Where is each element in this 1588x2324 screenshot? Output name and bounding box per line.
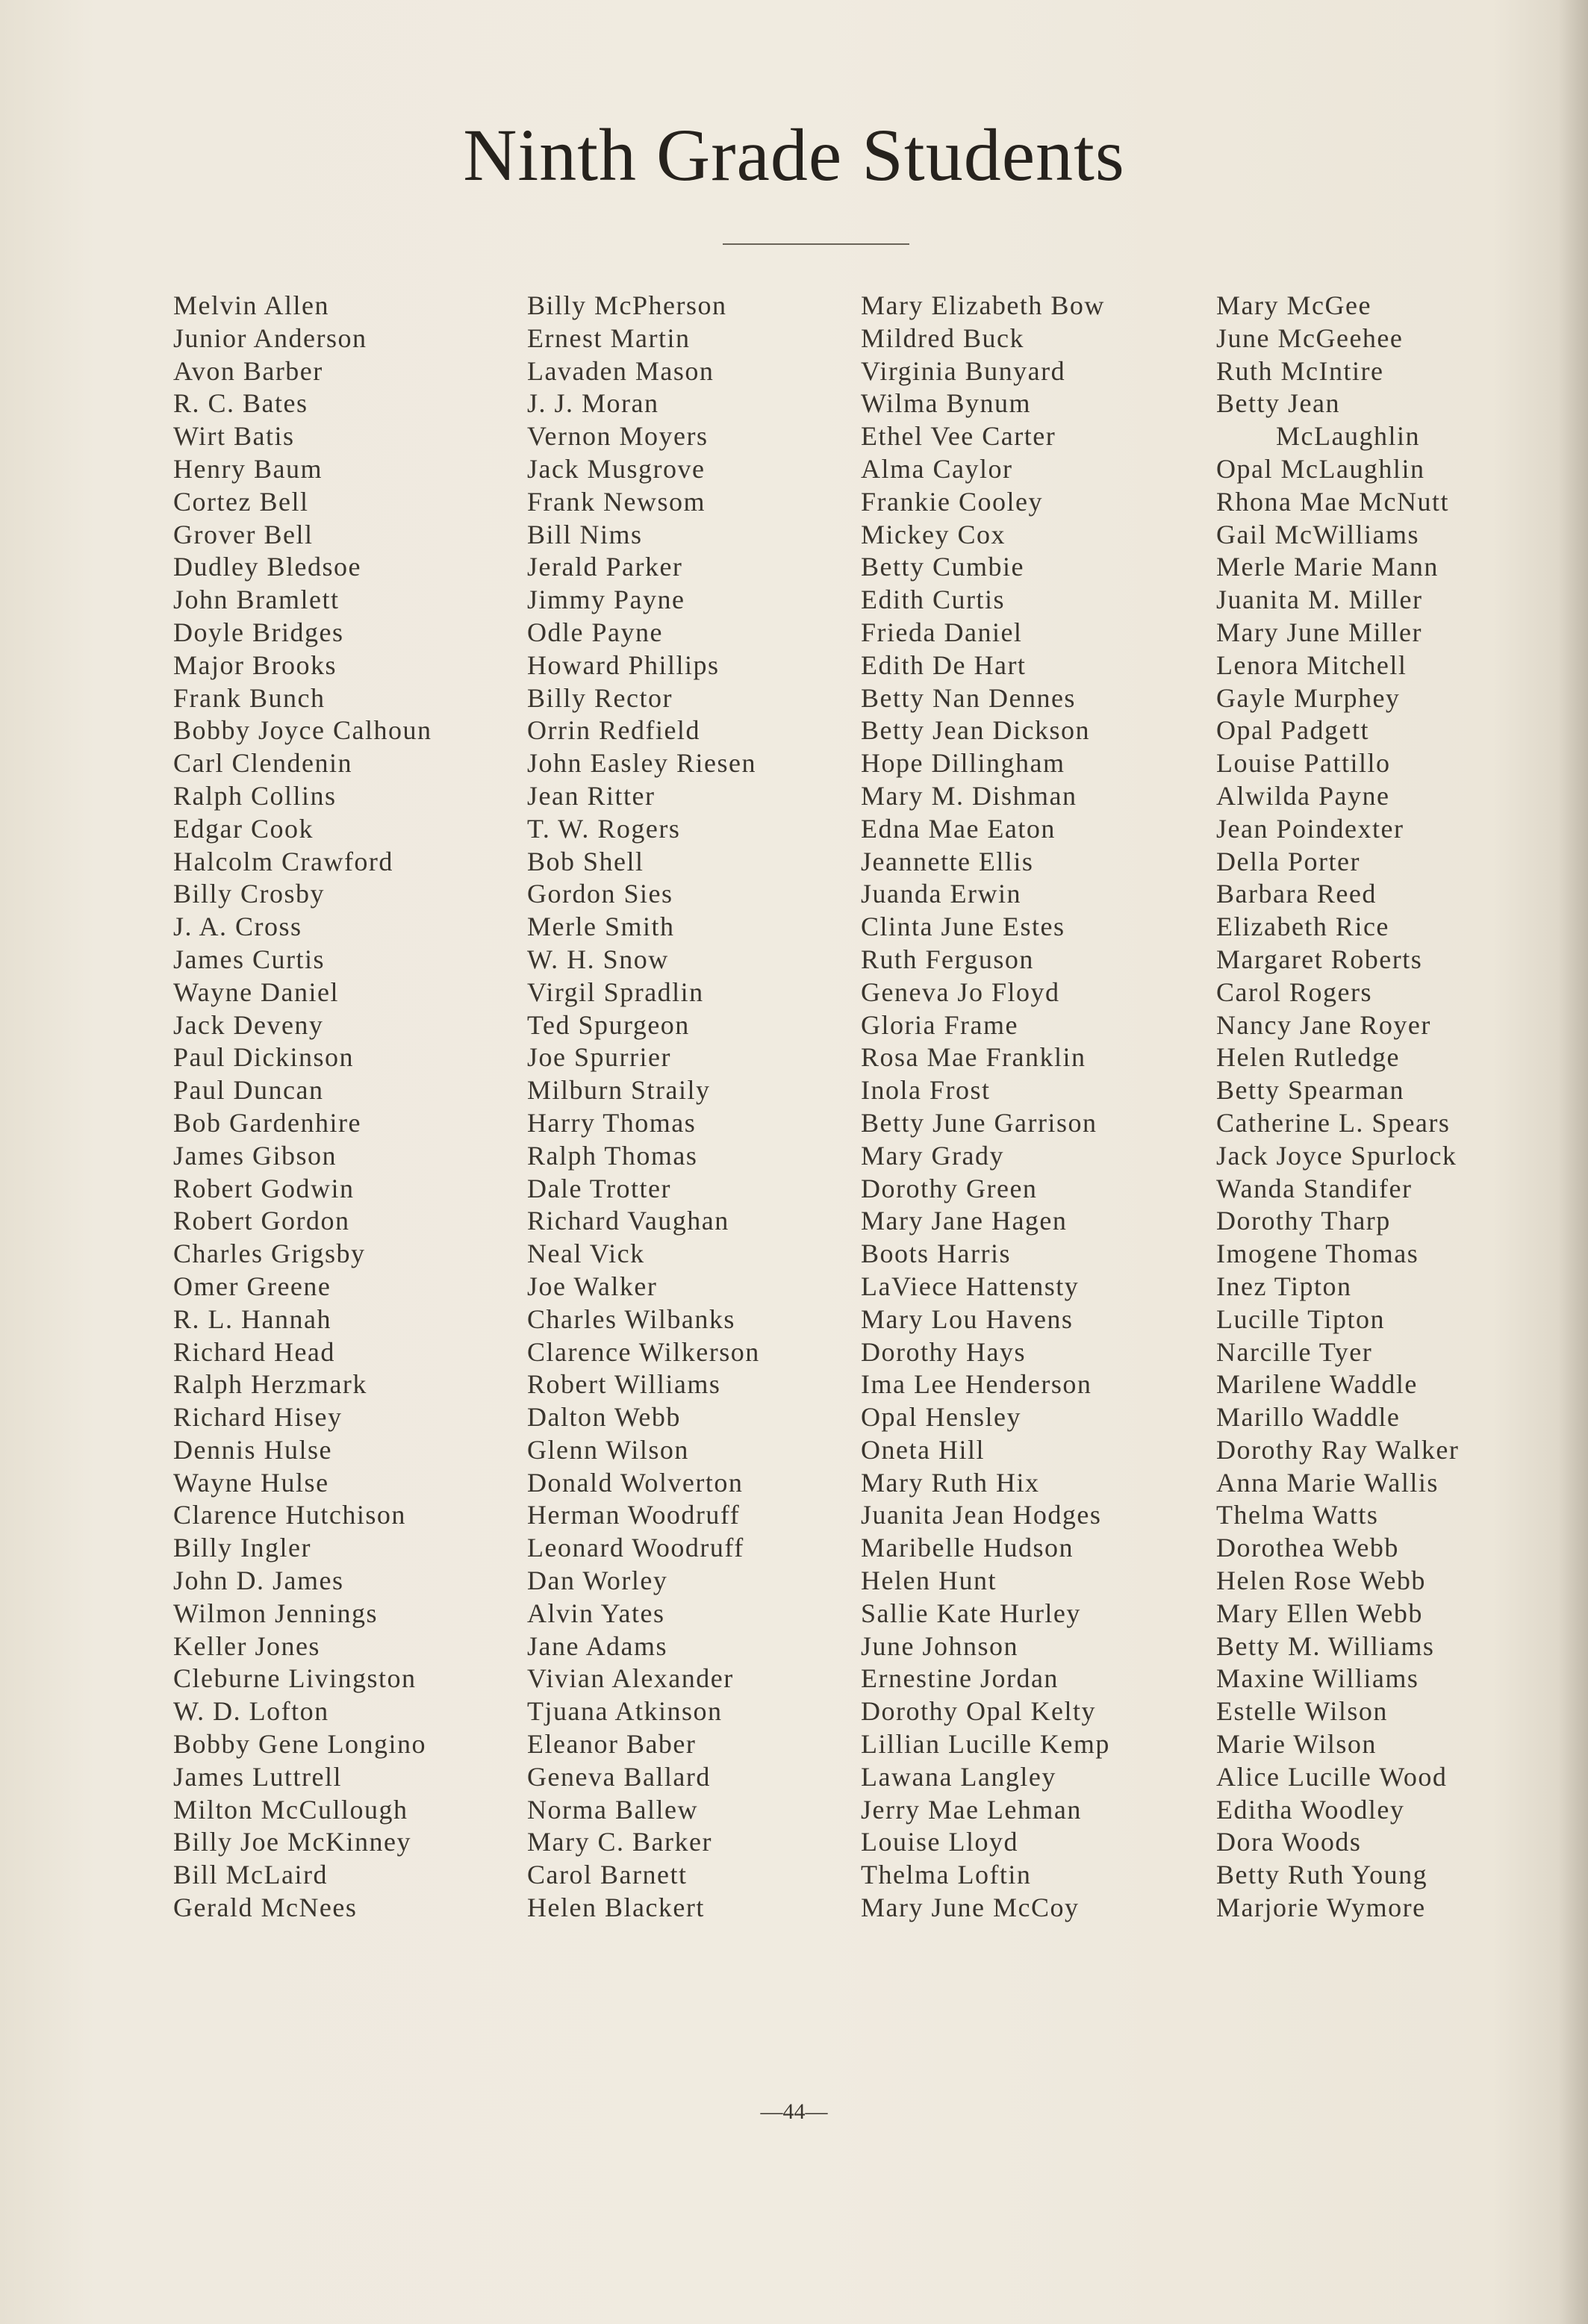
student-name: Donald Wolverton <box>527 1467 744 1498</box>
student-name: Richard Vaughan <box>527 1206 729 1236</box>
student-name: Billy Ingler <box>173 1533 311 1563</box>
student-name: Carl Clendenin <box>173 748 352 779</box>
student-name: Joe Walker <box>527 1271 658 1301</box>
student-name: Odle Payne <box>527 617 663 647</box>
student-name: Alwilda Payne <box>1216 780 1390 811</box>
student-name: Paul Duncan <box>173 1075 324 1106</box>
student-name: Mary Grady <box>861 1140 1004 1171</box>
student-name: Lawana Langley <box>861 1761 1056 1792</box>
student-name: Gordon Sies <box>527 879 673 909</box>
student-name: Mary C. Barker <box>527 1827 712 1857</box>
student-name: Lucille Tipton <box>1216 1303 1386 1334</box>
student-name: Della Porter <box>1216 846 1360 876</box>
student-name: Vernon Moyers <box>527 421 709 452</box>
student-name: Doyle Bridges <box>173 617 344 647</box>
student-name: Wayne Hulse <box>173 1467 329 1498</box>
student-name: Betty Spearman <box>1216 1075 1404 1106</box>
student-name: T. W. Rogers <box>527 813 681 844</box>
student-name: Carol Barnett <box>527 1860 688 1890</box>
student-name: Mickey Cox <box>861 519 1006 549</box>
student-name: Jean Ritter <box>527 780 656 811</box>
student-name: Helen Rutledge <box>1216 1042 1400 1073</box>
student-name: Howard Phillips <box>527 649 720 680</box>
student-name: Clarence Hutchison <box>173 1500 406 1530</box>
student-name: Dorothea Webb <box>1216 1533 1399 1563</box>
student-name: Nancy Jane Royer <box>1216 1009 1431 1040</box>
student-name: Rhona Mae McNutt <box>1216 486 1449 517</box>
student-name: Thelma Watts <box>1216 1500 1379 1530</box>
student-name: Opal McLaughlin <box>1216 453 1425 484</box>
student-name: LaViece Hattensty <box>861 1271 1080 1301</box>
student-name: Dan Worley <box>527 1566 668 1596</box>
student-name: Cortez Bell <box>173 486 309 517</box>
student-name: Alma Caylor <box>861 453 1013 484</box>
student-name: Mary June Miller <box>1216 617 1422 647</box>
student-name: Juanita Jean Hodges <box>861 1500 1102 1530</box>
student-name: John D. James <box>173 1566 344 1596</box>
student-name: Maxine Williams <box>1216 1663 1419 1694</box>
student-name: Gloria Frame <box>861 1009 1018 1040</box>
student-name: Wanda Standifer <box>1216 1173 1413 1203</box>
student-name: Edna Mae Eaton <box>861 813 1056 844</box>
student-name: Juanda Erwin <box>861 879 1021 909</box>
student-name: Mary M. Dishman <box>861 780 1077 811</box>
name-column-1 <box>173 290 524 1925</box>
student-name: Virginia Bunyard <box>861 355 1066 386</box>
student-name: Helen Rose Webb <box>1216 1566 1426 1596</box>
student-name: Dalton Webb <box>527 1402 681 1433</box>
student-name: Ruth McIntire <box>1216 355 1384 386</box>
student-name: Merle Marie Mann <box>1216 552 1439 582</box>
student-name: Leonard Woodruff <box>527 1533 744 1563</box>
student-name: Robert Godwin <box>173 1173 355 1203</box>
student-name: Helen Hunt <box>861 1566 997 1596</box>
student-name: Inez Tipton <box>1216 1271 1352 1301</box>
name-column-4 <box>1216 290 1567 1925</box>
student-name: Harry Thomas <box>527 1107 697 1138</box>
student-name: Orrin Redfield <box>527 715 700 746</box>
student-name: Opal Padgett <box>1216 715 1369 746</box>
student-name: Dennis Hulse <box>173 1434 332 1465</box>
student-name: Betty June Garrison <box>861 1107 1097 1138</box>
student-name: Frank Newsom <box>527 486 706 517</box>
student-name: Louise Pattillo <box>1216 748 1391 779</box>
student-name: Catherine L. Spears <box>1216 1107 1451 1138</box>
student-name: Herman Woodruff <box>527 1500 741 1530</box>
student-name: Norma Ballew <box>527 1794 698 1825</box>
student-name: Jane Adams <box>527 1630 667 1661</box>
student-name: Juanita M. Miller <box>1216 585 1423 615</box>
student-name: J. J. Moran <box>527 388 659 419</box>
student-name: Ima Lee Henderson <box>861 1369 1092 1400</box>
student-name: Richard Hisey <box>173 1402 343 1433</box>
student-name: Betty Jean Dickson <box>861 715 1090 746</box>
student-name: Bobby Gene Longino <box>173 1729 426 1760</box>
student-name: Wilmon Jennings <box>173 1598 379 1628</box>
student-name: Marjorie Wymore <box>1216 1892 1426 1923</box>
student-name: Edgar Cook <box>173 813 314 844</box>
student-name: Robert Gordon <box>173 1206 350 1236</box>
student-name: Dora Woods <box>1216 1827 1362 1857</box>
student-name: Bobby Joyce Calhoun <box>173 715 432 746</box>
student-name: Dorothy Tharp <box>1216 1206 1391 1236</box>
student-name: Alvin Yates <box>527 1598 665 1628</box>
student-name: McLaughlin <box>1276 421 1420 452</box>
student-name: Betty M. Williams <box>1216 1630 1435 1661</box>
student-name: Merle Smith <box>527 912 675 942</box>
student-name: Dorothy Hays <box>861 1336 1026 1367</box>
student-name: Jack Joyce Spurlock <box>1216 1140 1457 1171</box>
student-name: Dudley Bledsoe <box>173 552 361 582</box>
page-number: —44— <box>760 2099 828 2124</box>
student-name: Geneva Ballard <box>527 1761 711 1792</box>
page-title: Ninth Grade Students <box>463 113 1125 196</box>
student-name: Rosa Mae Franklin <box>861 1042 1086 1073</box>
student-name: Ethel Vee Carter <box>861 421 1056 452</box>
student-name: Frankie Cooley <box>861 486 1043 517</box>
student-name: Gayle Murphey <box>1216 682 1401 713</box>
student-name: Jerry Mae Lehman <box>861 1794 1082 1825</box>
student-name: Inola Frost <box>861 1075 991 1106</box>
name-column-2 <box>527 290 878 1925</box>
student-name: Mary Ellen Webb <box>1216 1598 1423 1628</box>
student-name: John Easley Riesen <box>527 748 756 779</box>
student-name: Dorothy Opal Kelty <box>861 1696 1096 1727</box>
student-name: W. H. Snow <box>527 944 669 974</box>
student-name: Ralph Thomas <box>527 1140 698 1171</box>
student-name: Robert Williams <box>527 1369 721 1400</box>
student-name: Ralph Herzmark <box>173 1369 367 1400</box>
student-name: Ruth Ferguson <box>861 944 1034 974</box>
student-name: R. C. Bates <box>173 388 308 419</box>
student-name: Anna Marie Wallis <box>1216 1467 1439 1498</box>
student-name: Geneva Jo Floyd <box>861 976 1060 1007</box>
student-name: Wilma Bynum <box>861 388 1032 419</box>
student-name: Ted Spurgeon <box>527 1009 690 1040</box>
student-name: Frank Bunch <box>173 682 326 713</box>
student-name: Opal Hensley <box>861 1402 1021 1433</box>
student-name: Dorothy Ray Walker <box>1216 1434 1460 1465</box>
student-name: Milton McCullough <box>173 1794 408 1825</box>
student-name: Ernestine Jordan <box>861 1663 1059 1694</box>
student-name: Mary Ruth Hix <box>861 1467 1040 1498</box>
student-name: Marillo Waddle <box>1216 1402 1401 1433</box>
student-name: Junior Anderson <box>173 323 367 353</box>
student-name: Betty Nan Dennes <box>861 682 1076 713</box>
student-name: Billy Rector <box>527 682 673 713</box>
student-name: Hope Dillingham <box>861 748 1065 779</box>
student-name: Vivian Alexander <box>527 1663 734 1694</box>
student-name: Charles Grigsby <box>173 1239 366 1269</box>
student-name: James Luttrell <box>173 1761 342 1792</box>
student-name: James Curtis <box>173 944 325 974</box>
student-name: Bill McLaird <box>173 1860 328 1890</box>
student-name: Dorothy Green <box>861 1173 1038 1203</box>
student-name: Marie Wilson <box>1216 1729 1377 1760</box>
name-column-3 <box>861 290 1212 1925</box>
student-name: Joe Spurrier <box>527 1042 671 1073</box>
student-name: Bob Gardenhire <box>173 1107 361 1138</box>
student-name: John Bramlett <box>173 585 340 615</box>
student-name: Charles Wilbanks <box>527 1303 735 1334</box>
student-name: Virgil Spradlin <box>527 976 704 1007</box>
student-name: Melvin Allen <box>173 290 329 320</box>
student-name: Frieda Daniel <box>861 617 1023 647</box>
student-name: Mary Jane Hagen <box>861 1206 1068 1236</box>
student-name: Wirt Batis <box>173 421 295 452</box>
student-name: Clinta June Estes <box>861 912 1065 942</box>
student-name: Major Brooks <box>173 649 337 680</box>
student-name: Billy Crosby <box>173 879 326 909</box>
student-name: Elizabeth Rice <box>1216 912 1389 942</box>
student-name: R. L. Hannah <box>173 1303 331 1334</box>
student-name: Carol Rogers <box>1216 976 1372 1007</box>
student-name: J. A. Cross <box>173 912 302 942</box>
student-name: Estelle Wilson <box>1216 1696 1388 1727</box>
student-name: Gerald McNees <box>173 1892 358 1923</box>
student-name: James Gibson <box>173 1140 337 1171</box>
student-name: Betty Cumbie <box>861 552 1024 582</box>
student-name: Halcolm Crawford <box>173 846 393 876</box>
student-name: Lillian Lucille Kemp <box>861 1729 1110 1760</box>
student-name: Richard Head <box>173 1336 335 1367</box>
student-name: June McGeehee <box>1216 323 1404 353</box>
student-name: Neal Vick <box>527 1239 645 1269</box>
student-name: Milburn Straily <box>527 1075 711 1106</box>
student-name: Betty Ruth Young <box>1216 1860 1428 1890</box>
student-name: Mary McGee <box>1216 290 1371 320</box>
student-name: Narcille Tyer <box>1216 1336 1373 1367</box>
student-name: Cleburne Livingston <box>173 1663 417 1694</box>
student-name: Alice Lucille Wood <box>1216 1761 1448 1792</box>
student-name: Paul Dickinson <box>173 1042 354 1073</box>
student-name: Mildred Buck <box>861 323 1024 353</box>
student-name: Jeannette Ellis <box>861 846 1034 876</box>
student-name: Edith De Hart <box>861 649 1027 680</box>
student-name: Marilene Waddle <box>1216 1369 1418 1400</box>
student-name: Mary Elizabeth Bow <box>861 290 1105 320</box>
student-name: Louise Lloyd <box>861 1827 1018 1857</box>
student-name: Avon Barber <box>173 355 323 386</box>
student-name: Dale Trotter <box>527 1173 671 1203</box>
student-name: Betty Jean <box>1216 388 1340 419</box>
student-name: Jack Musgrove <box>527 453 706 484</box>
student-name: Sallie Kate Hurley <box>861 1598 1081 1628</box>
student-name: Billy Joe McKinney <box>173 1827 411 1857</box>
student-name: Mary Lou Havens <box>861 1303 1074 1334</box>
student-name: June Johnson <box>861 1630 1019 1661</box>
student-name: Grover Bell <box>173 519 314 549</box>
student-name: Jack Deveny <box>173 1009 324 1040</box>
student-name: W. D. Lofton <box>173 1696 329 1727</box>
student-name: Henry Baum <box>173 453 323 484</box>
student-name: Jerald Parker <box>527 552 683 582</box>
student-name: Maribelle Hudson <box>861 1533 1074 1563</box>
student-name: Jimmy Payne <box>527 585 685 615</box>
student-name: Ernest Martin <box>527 323 691 353</box>
title-divider <box>723 243 909 245</box>
student-name: Tjuana Atkinson <box>527 1696 723 1727</box>
student-name: Lenora Mitchell <box>1216 649 1407 680</box>
student-name: Jean Poindexter <box>1216 813 1404 844</box>
student-name: Boots Harris <box>861 1239 1011 1269</box>
student-name: Helen Blackert <box>527 1892 705 1923</box>
student-name: Lavaden Mason <box>527 355 714 386</box>
student-name: Glenn Wilson <box>527 1434 689 1465</box>
student-name: Editha Woodley <box>1216 1794 1405 1825</box>
student-name: Keller Jones <box>173 1630 320 1661</box>
student-name: Clarence Wilkerson <box>527 1336 760 1367</box>
student-name: Omer Greene <box>173 1271 331 1301</box>
student-name: Wayne Daniel <box>173 976 340 1007</box>
student-name: Eleanor Baber <box>527 1729 697 1760</box>
student-name: Bill Nims <box>527 519 643 549</box>
student-name: Bob Shell <box>527 846 644 876</box>
student-name: Mary June McCoy <box>861 1892 1080 1923</box>
student-name: Imogene Thomas <box>1216 1239 1419 1269</box>
student-name: Billy McPherson <box>527 290 727 320</box>
student-name: Margaret Roberts <box>1216 944 1423 974</box>
student-name: Thelma Loftin <box>861 1860 1032 1890</box>
student-name: Edith Curtis <box>861 585 1006 615</box>
student-name: Oneta Hill <box>861 1434 985 1465</box>
student-name: Ralph Collins <box>173 780 337 811</box>
student-name: Barbara Reed <box>1216 879 1377 909</box>
student-name: Gail McWilliams <box>1216 519 1420 549</box>
